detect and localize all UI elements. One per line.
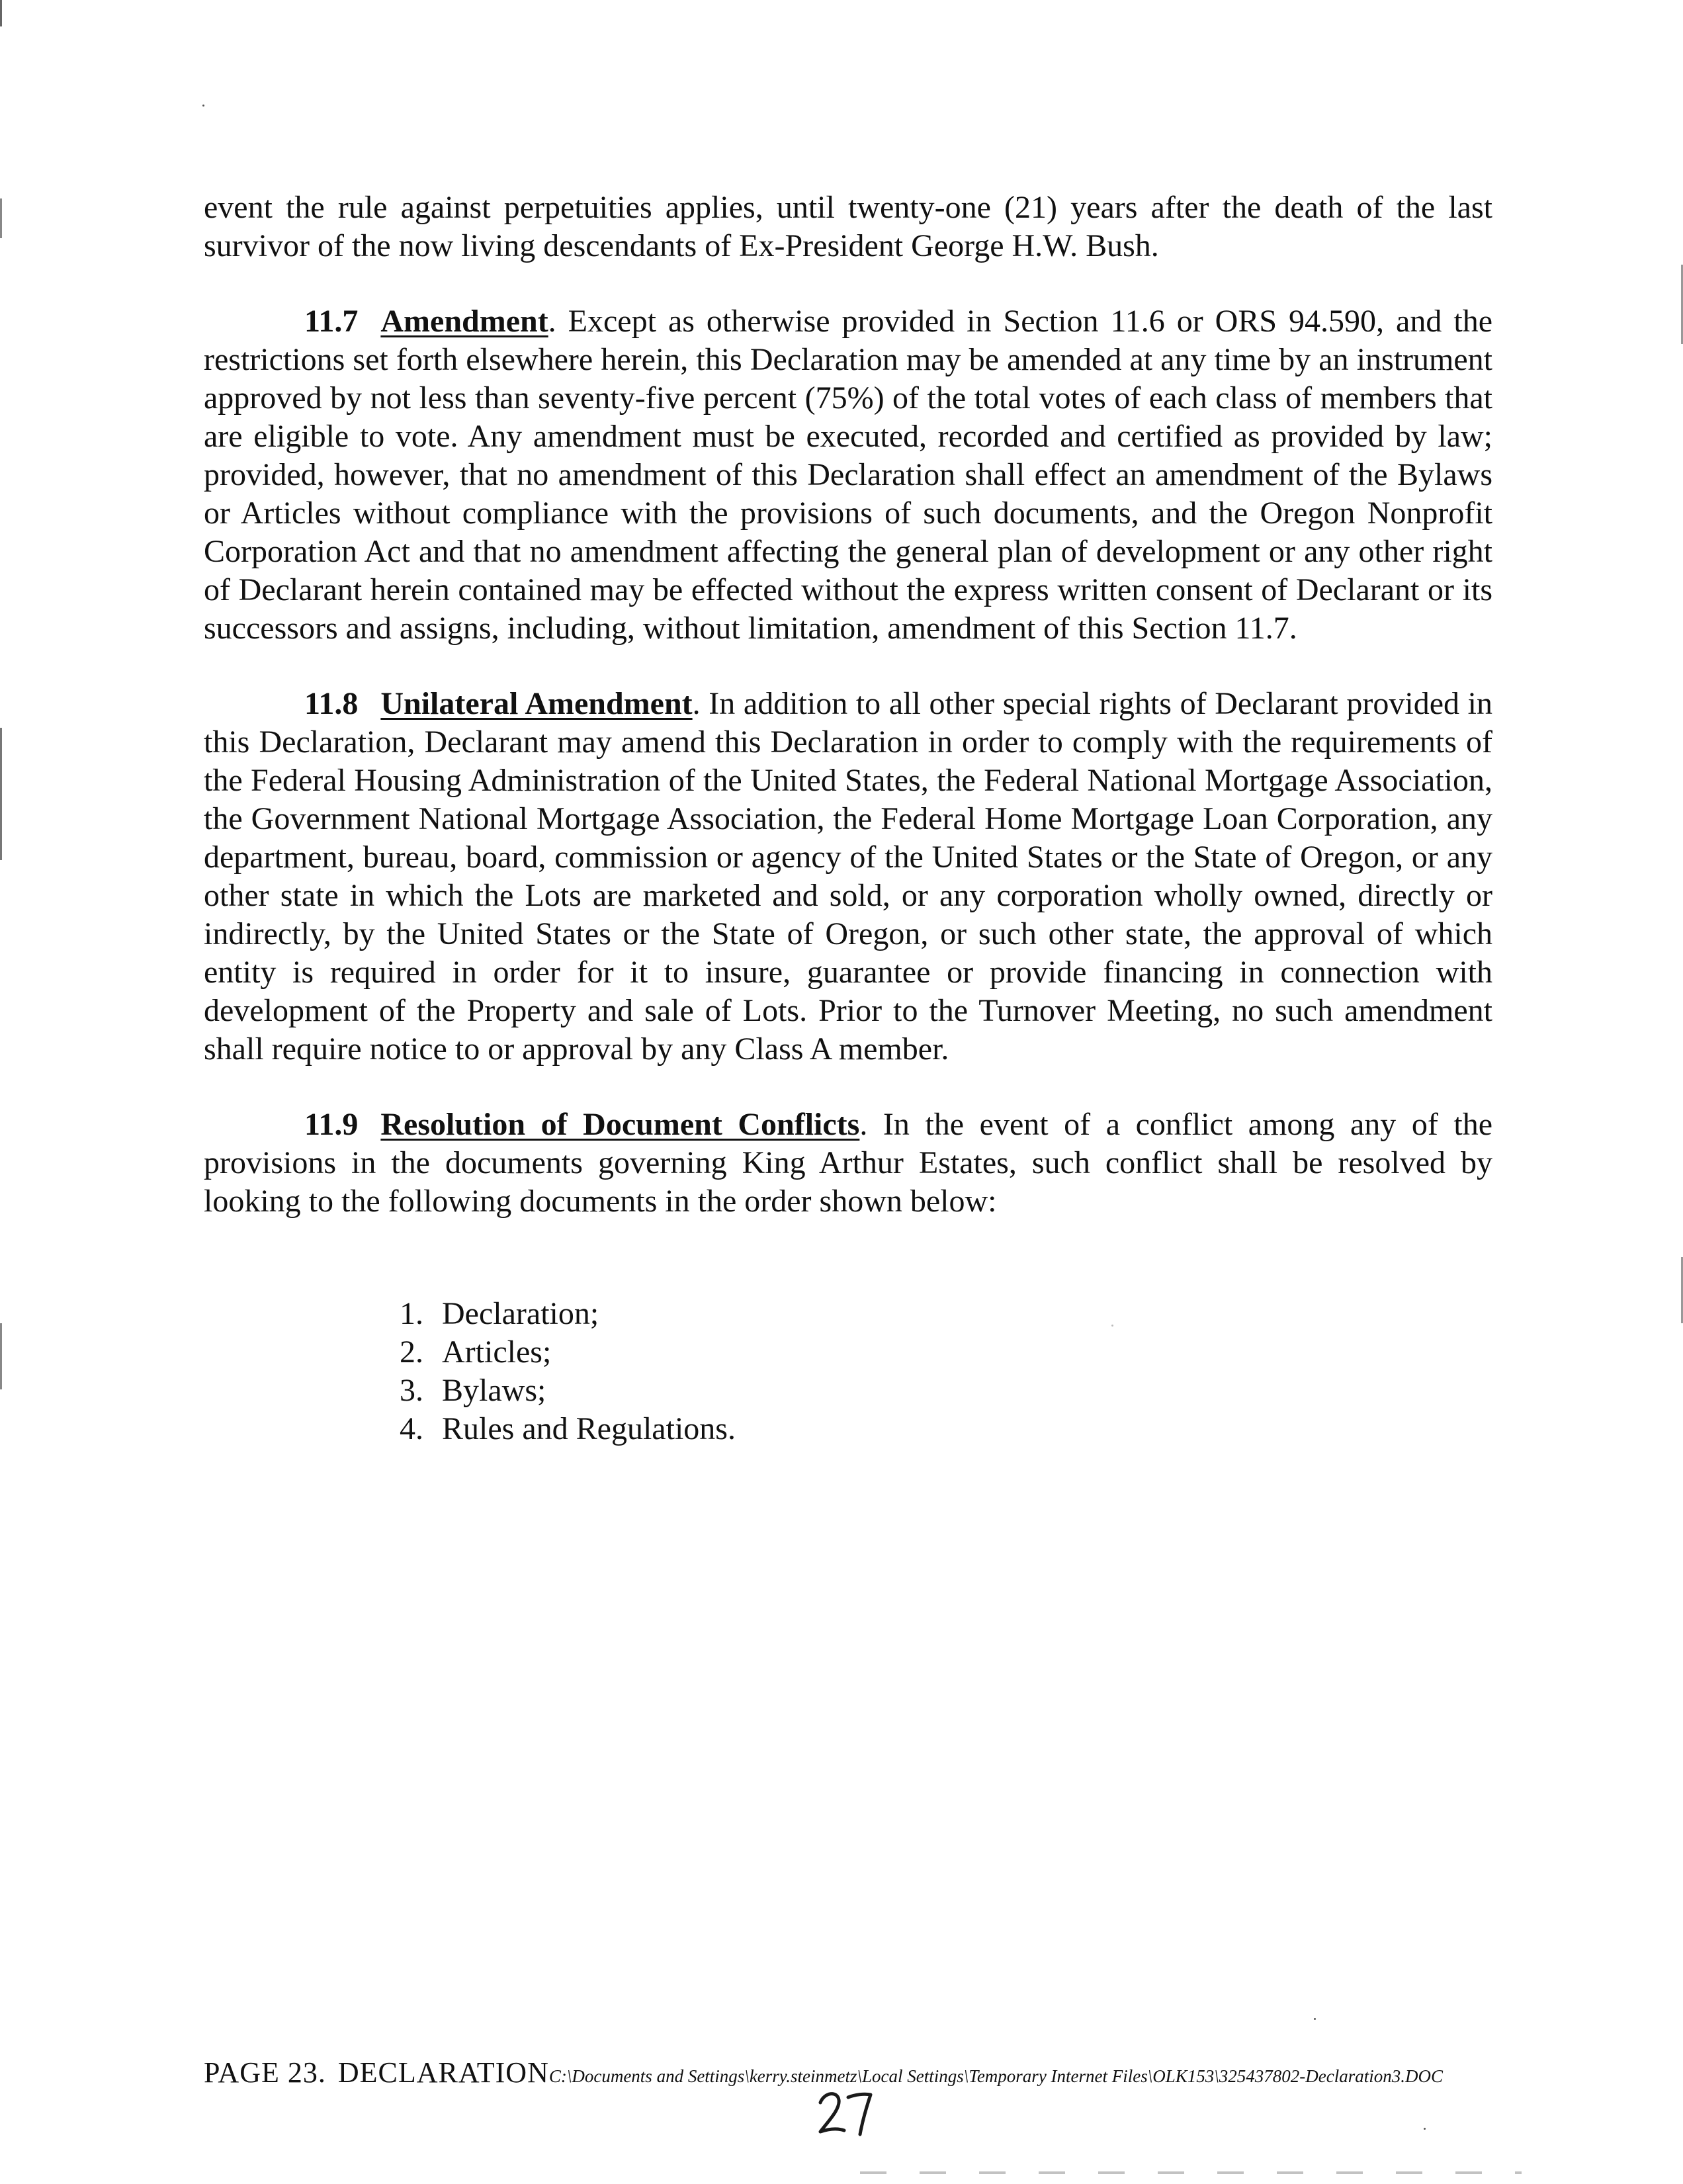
scan-speck bbox=[202, 105, 204, 107]
document-body bbox=[204, 189, 1492, 1448]
section-body: . Except as otherwise provided in Section 11.6 or ORS 94.590, and the restrictions set forth elsewhere herein, this Declaration may be amended at any time by an instrument approved by not less than seventy-five percent (75%) of the total votes of each class of members that are eligible to vote. Any amendment must be executed, recorded and certified as provided by law; provided, however, that no amendment of this Declaration shall effect an amendment of the Bylaws or Articles without compliance with the provisions of such documents, and the Oregon Nonprofit Corporation Act and that no amendment affecting the general plan of development or any other right of Declarant herein contained may be effected without the express written consent of Declarant or its successors and assigns, including, without limitation, amendment of this Section 11.7. bbox=[204, 304, 1492, 646]
section-title: Resolution of Document Conflicts bbox=[380, 1107, 860, 1142]
scan-bottom-marks bbox=[860, 2171, 1522, 2174]
page-footer bbox=[204, 2056, 1560, 2089]
footer-document-label: DECLARATION bbox=[337, 2056, 549, 2089]
section-number: 11.8 bbox=[304, 686, 359, 721]
list-item-number: 3. bbox=[400, 1373, 423, 1408]
footer-page-number: PAGE 23. bbox=[204, 2056, 326, 2089]
scan-edge-left bbox=[0, 0, 2, 2184]
list-item-text: Rules and Regulations. bbox=[442, 1411, 736, 1446]
section-11-9 bbox=[204, 1106, 1492, 1221]
list-item-number: 4. bbox=[400, 1411, 423, 1446]
section-title: Amendment bbox=[380, 304, 548, 339]
scan-speck bbox=[1314, 2018, 1316, 2020]
list-item bbox=[400, 1410, 1492, 1448]
list-item bbox=[400, 1372, 1492, 1410]
scan-speck bbox=[1424, 2128, 1426, 2130]
intro-paragraph: event the rule against perpetuities applies, until twenty-one (21) years after the death of the last survivor of the now living descendants of Ex-President George H.W. Bush. bbox=[204, 190, 1492, 263]
list-item-number: 2. bbox=[400, 1334, 423, 1370]
list-item bbox=[400, 1333, 1492, 1372]
section-body: . In the event of a conflict among any of the provisions in the documents governing King Arthur Estates, such conflict shall be resolved by looking to the following documents in the order shown below: bbox=[204, 1107, 1492, 1219]
list-item-text: Articles; bbox=[442, 1334, 552, 1370]
section-title: Unilateral Amendment bbox=[380, 686, 693, 721]
document-order-list bbox=[204, 1295, 1492, 1448]
list-item-number: 1. bbox=[400, 1296, 423, 1331]
list-item-text: Declaration; bbox=[442, 1296, 599, 1331]
list-item bbox=[400, 1295, 1492, 1333]
list-item-text: Bylaws; bbox=[442, 1373, 546, 1408]
section-11-7 bbox=[204, 302, 1492, 648]
handwritten-page-number bbox=[815, 2083, 875, 2142]
section-body: . In addition to all other special rights of Declarant provided in this Declaration, Declarant may amend this Declaration in order to comply with the requirements of the Federal Housing Administration of the United States, the Federal National Mortgage Association, the Government National Mortgage Association, the Federal Home Mortgage Loan Corporation, any department, bureau, board, commission or agency of the United States or the State of Oregon, or any other state in which the Lots are marketed and sold, or any corporation wholly owned, directly or indirectly, by the United States or the State of Oregon, or such other state, the approval of which entity is required in order for it to insure, guarantee or provide financing in connection with development of the Property and sale of Lots. Prior to the Turnover Meeting, no such amendment shall require notice to or approval by any Class A member. bbox=[204, 686, 1492, 1067]
section-number: 11.7 bbox=[304, 304, 359, 339]
footer-file-path: C:\Documents and Settings\kerry.steinmetz\Local Settings\Temporary Internet Files\OLK153\325437802-Declaration3.DOC bbox=[548, 2066, 1444, 2086]
section-11-8 bbox=[204, 685, 1492, 1069]
section-number: 11.9 bbox=[304, 1107, 359, 1142]
